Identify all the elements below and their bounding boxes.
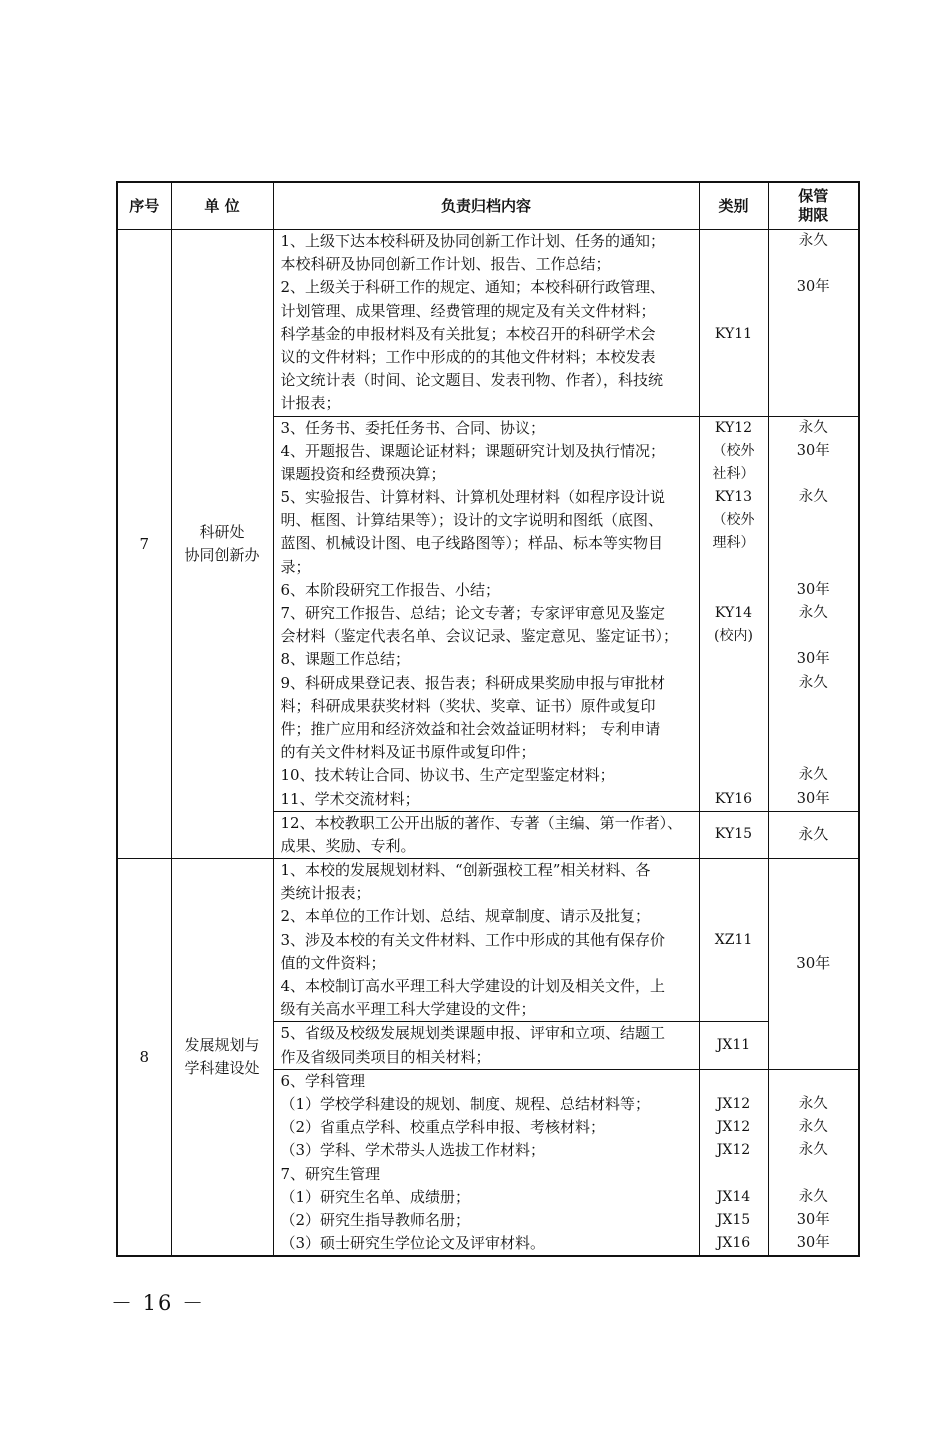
- archive-table: [116, 181, 860, 1257]
- category-line: [700, 672, 768, 695]
- period-line: [769, 346, 859, 369]
- category-line: [700, 556, 768, 579]
- content-line: （1）学校学科建设的规划、制度、规程、总结材料等；: [280, 1094, 651, 1113]
- period-line: 永久: [798, 419, 828, 436]
- header-seq: 序号: [117, 182, 171, 230]
- category-line: [700, 648, 768, 671]
- content-cell: [273, 1069, 699, 1256]
- period-line: [769, 741, 859, 764]
- period-line: 永久: [798, 489, 828, 506]
- period-line: [769, 625, 859, 648]
- category-line: [700, 346, 768, 369]
- category-line: KY12: [714, 419, 753, 436]
- category-line: KY13: [714, 489, 753, 506]
- category-line: 理科）: [712, 535, 755, 552]
- content-line: 成果、奖励、专利。: [280, 836, 416, 855]
- category-line: [700, 253, 768, 276]
- content-line: 7、研究生管理: [280, 1164, 381, 1183]
- content-line: 科学基金的申报材料及有关批复；本校召开的科研学术会: [280, 324, 656, 343]
- category-line: 社科）: [712, 465, 755, 482]
- content-line: （2）研究生指导教师名册；: [280, 1210, 471, 1229]
- content-line: 12、本校教职工公开出版的著作、专著（主编、第一作者）、: [280, 813, 683, 832]
- section-unit: [171, 859, 273, 1257]
- period-line: 30年: [796, 1235, 830, 1252]
- content-line: （2）省重点学科、校重点学科申报、考核材料；: [280, 1118, 606, 1137]
- category-line: [700, 579, 768, 602]
- category-line: JX15: [716, 1211, 751, 1228]
- content-line: 3、任务书、委托任务书、合同、协议；: [280, 418, 546, 437]
- period-line: 永久: [798, 1142, 828, 1159]
- content-line: 明、框图、计算结果等）；设计的文字说明和图纸（底图、: [280, 511, 664, 530]
- content-line: 4、开题报告、课题论证材料；课题研究计划及执行情况；: [280, 441, 666, 460]
- content-cell: [273, 1022, 699, 1069]
- content-line: 课题投资和经费预决算；: [280, 464, 446, 483]
- content-line: 会材料（鉴定代表名单、会议记录、鉴定意见、鉴定证书）；: [280, 627, 679, 646]
- content-line: 2、本单位的工作计划、总结、规章制度、请示及批复；: [280, 907, 651, 926]
- period-line: 永久: [798, 1119, 828, 1136]
- category-line: KY16: [714, 790, 753, 807]
- content-cell: [273, 416, 699, 811]
- content-line: 11、学术交流材料；: [280, 789, 420, 808]
- category-line: [700, 230, 768, 253]
- unit-line: 发展规划与: [184, 1036, 260, 1055]
- content-line: 本校科研及协同创新工作计划、报告、工作总结；: [280, 255, 611, 274]
- content-line: 议的文件材料；工作中形成的的其他文件材料；本校发表: [280, 347, 656, 366]
- content-line: 9、科研成果登记表、报告表；科研成果奖励申报与审批材: [280, 673, 666, 692]
- period-line: [769, 1070, 859, 1093]
- period-line: 永久: [798, 767, 828, 784]
- period-line: [769, 323, 859, 346]
- content-line: 级有关高水平理工科大学建设的文件；: [280, 1000, 536, 1019]
- content-line: 计报表；: [280, 394, 341, 413]
- content-line: 7、研究工作报告、总结；论文专著；专家评审意见及鉴定: [280, 604, 666, 622]
- period-line: 30年: [796, 790, 830, 807]
- category-line: JX12: [716, 1095, 751, 1112]
- category-line: （校外: [712, 512, 755, 529]
- period-cell: 30年: [768, 859, 859, 1070]
- period-line: 30年: [796, 581, 830, 598]
- category-line: [700, 300, 768, 323]
- category-line: [700, 741, 768, 764]
- period-line: 永久: [798, 1095, 828, 1112]
- category-line: JX16: [716, 1235, 751, 1252]
- period-line: 永久: [798, 233, 828, 249]
- category-line: (校内): [714, 628, 753, 645]
- content-line: （3）学科、学术带头人选拔工作材料；: [280, 1141, 546, 1160]
- period-line: [769, 695, 859, 718]
- content-cell: [273, 859, 699, 1022]
- content-line: 5、实验报告、计算材料、计算机处理材料（如程序设计说: [280, 488, 666, 507]
- content-line: 6、本阶段研究工作报告、小结；: [280, 580, 501, 599]
- content-line: 8、课题工作总结；: [280, 650, 411, 669]
- period-cell: 永久: [768, 811, 859, 858]
- section-number: 7: [117, 230, 171, 859]
- period-line: [769, 718, 859, 741]
- period-line: [769, 532, 859, 555]
- content-line: 的有关文件材料及证书原件或复印件；: [280, 743, 536, 762]
- category-cell: [699, 416, 768, 811]
- content-line: （1）研究生名单、成绩册；: [280, 1187, 471, 1206]
- unit-line: 科研处: [199, 523, 245, 542]
- content-line: 5、省级及校级发展规划类课题申报、评审和立项、结题工: [280, 1024, 666, 1043]
- period-line: 30年: [796, 279, 830, 296]
- section-unit: [171, 230, 273, 859]
- period-line: [769, 556, 859, 579]
- category-line: [700, 695, 768, 718]
- content-line: 计划管理、成果管理、经费管理的规定及有关文件材料；: [280, 301, 656, 320]
- header-period: [768, 182, 859, 230]
- period-line: [769, 369, 859, 392]
- category-cell: XZ11: [699, 859, 768, 1022]
- category-line: [700, 718, 768, 741]
- period-line: [769, 463, 859, 486]
- header-category: 类别: [699, 182, 768, 230]
- content-line: 10、技术转让合同、协议书、生产定型鉴定材料；: [280, 766, 615, 785]
- category-cell: [699, 230, 768, 417]
- page-number: － 16 －: [111, 1291, 206, 1315]
- content-line: 2、上级关于科研工作的规定、通知；本校科研行政管理、: [280, 278, 666, 297]
- period-line: 永久: [798, 605, 828, 621]
- category-line: [700, 392, 768, 415]
- period-line: [769, 392, 859, 415]
- period-line: [769, 509, 859, 532]
- period-cell: [768, 230, 859, 417]
- period-line: 30年: [796, 442, 830, 459]
- period-cell: [768, 416, 859, 811]
- table-row: [117, 859, 859, 1022]
- category-cell: JX11: [699, 1022, 768, 1069]
- content-line: 类统计报表；: [280, 884, 371, 903]
- period-line: 永久: [798, 1188, 828, 1205]
- content-cell: [273, 811, 699, 858]
- content-line: 值的文件资料；: [280, 953, 386, 972]
- content-line: 作及省级同类项目的相关材料；: [280, 1047, 491, 1066]
- category-line: JX14: [716, 1188, 751, 1205]
- content-line: 1、上级下达本校科研及协同创新工作计划、任务的通知；: [280, 232, 666, 250]
- content-line: 件；推广应用和经济效益和社会效益证明材料； 专利申请: [280, 719, 661, 738]
- category-line: [700, 1163, 768, 1186]
- header-period-line1: 保管: [798, 187, 829, 205]
- section-number: 8: [117, 859, 171, 1257]
- content-line: 料；科研成果获奖材料（奖状、奖章、证书）原件或复印: [280, 696, 656, 715]
- content-line: 1、本校的发展规划材料、“创新强校工程”相关材料、各: [280, 861, 651, 880]
- content-line: 4、本校制订高水平理工科大学建设的计划及相关文件，上: [280, 977, 666, 995]
- table-row: [117, 230, 859, 417]
- content-line: 录；: [280, 557, 311, 576]
- unit-line: 学科建设处: [184, 1059, 260, 1078]
- header-content: 负责归档内容: [273, 182, 699, 230]
- category-line: （校外: [712, 442, 755, 459]
- content-line: 论文统计表（时间、论文题目、发表刊物、作者），科技统: [280, 371, 664, 390]
- unit-line: 协同创新办: [184, 546, 260, 565]
- category-cell: KY15: [699, 811, 768, 858]
- category-line: JX12: [716, 1119, 751, 1136]
- content-line: 蓝图、机械设计图、电子线路图等）；样品、标本等实物目: [280, 534, 664, 553]
- header-unit: 单 位: [171, 182, 273, 230]
- period-line: 30年: [796, 651, 830, 668]
- period-line: [769, 1163, 859, 1186]
- content-line: 3、涉及本校的有关文件材料、工作中形成的其他有保存价: [280, 930, 666, 949]
- category-line: KY14: [714, 605, 753, 621]
- header-period-line2: 期限: [798, 206, 829, 224]
- category-line: KY11: [714, 325, 753, 342]
- period-line: 30年: [796, 1211, 830, 1228]
- category-line: [700, 276, 768, 299]
- category-line: [700, 1070, 768, 1093]
- period-cell: [768, 1069, 859, 1256]
- period-line: [769, 253, 859, 276]
- period-line: 永久: [798, 674, 828, 691]
- content-cell: [273, 230, 699, 417]
- header-row: [117, 182, 859, 230]
- category-cell: [699, 1069, 768, 1256]
- period-line: [769, 300, 859, 323]
- content-line: 6、学科管理: [280, 1071, 366, 1090]
- category-line: JX12: [716, 1142, 751, 1159]
- content-line: （3）硕士研究生学位论文及评审材料。: [280, 1234, 546, 1253]
- category-line: [700, 764, 768, 787]
- category-line: [700, 369, 768, 392]
